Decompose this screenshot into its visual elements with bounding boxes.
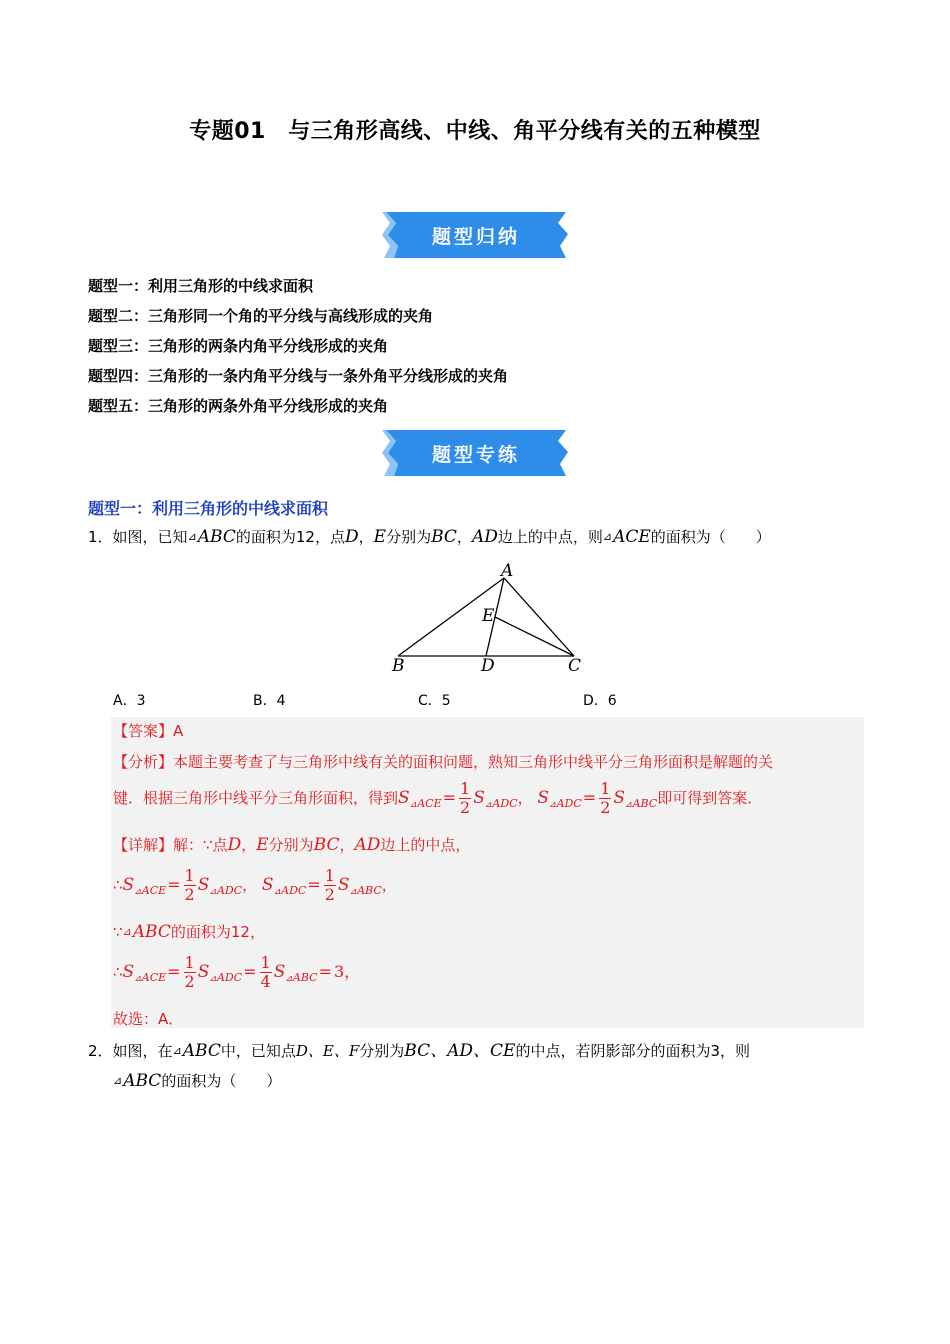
- because-symbol: ∵: [113, 923, 123, 941]
- q-number: 12: [295, 528, 315, 546]
- math-var: ABC: [632, 797, 658, 810]
- triangle-symbol-icon: ⊿: [113, 1074, 123, 1087]
- answer-value: A: [173, 722, 184, 740]
- math-var: ADC: [281, 884, 307, 897]
- fraction-quarter: [260, 954, 272, 991]
- separator: ，: [381, 876, 397, 894]
- equals-sign: =: [167, 875, 181, 894]
- section-heading: 题型一：利用三角形的中线求面积: [88, 499, 329, 518]
- math-subscript: [209, 971, 242, 984]
- triangle-abc: [123, 922, 171, 942]
- q-text: ，则: [720, 1042, 751, 1060]
- triangle-symbol-icon: ⊿: [349, 887, 358, 897]
- side-ac: [504, 578, 574, 656]
- denominator: 2: [600, 798, 611, 817]
- math-var: BC: [431, 527, 457, 547]
- math-var: D、E、F: [295, 1042, 360, 1060]
- detail-text: 边上的中点，: [380, 836, 471, 854]
- fraction-half: [184, 954, 196, 991]
- triangle-symbol-icon: ⊿: [602, 530, 613, 543]
- banner-label: 题型归纳: [431, 225, 520, 248]
- detail-text: 的面积为12，: [170, 923, 265, 941]
- type-item-4: 题型四：三角形的一条内角平分线与一条外角平分线形成的夹角: [88, 367, 509, 385]
- math-var: ACE: [613, 527, 651, 547]
- math-var: ACE: [417, 797, 442, 810]
- triangle-abc: [188, 527, 236, 547]
- math-var: E: [256, 835, 269, 855]
- math-var: ABC: [123, 1071, 162, 1091]
- triangle-symbol-icon: ⊿: [209, 887, 217, 897]
- separator: ，: [242, 876, 258, 894]
- math-var: ACE: [141, 971, 167, 984]
- math-var: AD: [354, 835, 381, 855]
- math-var: ABC: [292, 971, 318, 984]
- math-subscript: [134, 884, 166, 897]
- triangle-symbol-icon: ⊿: [549, 800, 557, 810]
- q-text: 的面积为（ ）: [650, 528, 771, 546]
- math-var: ADC: [492, 797, 518, 810]
- page-title: 专题01 与三角形高线、中线、角平分线有关的五种模型: [189, 119, 761, 144]
- triangle-abc: [173, 1041, 221, 1061]
- triangle-symbol-icon: ⊿: [187, 530, 197, 543]
- separator: ，: [339, 836, 355, 854]
- math-var: ABC: [182, 1041, 221, 1061]
- equals-sign: =: [318, 962, 332, 981]
- q-text: 边上的中点，则: [497, 528, 603, 546]
- fraction-half: [324, 867, 336, 904]
- fraction-half: [184, 867, 196, 904]
- question-2-line-2: [113, 1069, 281, 1093]
- math-subscript: [274, 884, 307, 897]
- triangle-abc: [113, 1071, 161, 1091]
- math-var: ADC: [216, 971, 243, 984]
- denominator: 2: [324, 885, 335, 904]
- math-var: S: [473, 788, 485, 808]
- math-subscript: [350, 884, 382, 897]
- numerator: 1: [460, 779, 471, 798]
- q-text: 中，已知点: [220, 1042, 296, 1060]
- therefore-symbol: ∴: [113, 963, 123, 981]
- q-text: 的面积为（ ）: [161, 1072, 282, 1090]
- detail-label: 【详解】: [113, 836, 174, 854]
- analysis-text: 本题主要考查了与三角形中线有关的面积问题，熟知三角形中线平分三角形面积是解题的关: [173, 753, 774, 771]
- denominator: 2: [184, 972, 195, 991]
- math-var: D: [345, 527, 359, 547]
- option-a: A．3: [113, 693, 146, 709]
- separator: ，: [241, 836, 257, 854]
- math-var: ABC: [357, 884, 382, 897]
- label-b: B: [392, 656, 405, 676]
- math-var: ABC: [197, 527, 236, 547]
- triangle-symbol-icon: ⊿: [285, 974, 293, 984]
- numerator: 1: [600, 779, 611, 798]
- detail-text: 分别为: [268, 836, 314, 854]
- math-var: AD: [471, 527, 498, 547]
- math-var: D: [227, 835, 242, 855]
- math-var: ADC: [556, 797, 582, 810]
- fraction-half: [459, 780, 471, 817]
- equals-sign: =: [442, 788, 457, 807]
- banner-practice: [380, 428, 572, 478]
- triangle-symbol-icon: ⊿: [122, 925, 132, 938]
- q-text: 的中点，若阴影部分的面积为: [515, 1042, 711, 1060]
- math-var: S: [122, 962, 135, 982]
- numerator: 1: [324, 866, 335, 885]
- triangle-symbol-icon: ⊿: [484, 800, 493, 810]
- q-text: 如图，已知: [112, 528, 188, 546]
- answer-label: 【答案】: [113, 722, 174, 740]
- math-subscript: [410, 797, 442, 810]
- label-d: D: [481, 656, 495, 676]
- analysis-line-1: [113, 751, 773, 773]
- type-item-3: 题型三：三角形的两条内角平分线形成的夹角: [88, 337, 389, 355]
- triangle-symbol-icon: ⊿: [134, 887, 142, 897]
- math-var: S: [273, 962, 286, 982]
- math-var: E: [373, 527, 387, 547]
- math-var: S: [261, 875, 274, 895]
- detail-line-2: [113, 867, 397, 904]
- banner-type-summary: [380, 210, 572, 260]
- math-var: S: [537, 788, 550, 808]
- numerator: 1: [184, 953, 195, 972]
- question-number: 2．: [88, 1042, 113, 1060]
- q-text: 分别为: [359, 1042, 405, 1060]
- denominator: 2: [460, 798, 471, 817]
- detail-text: 解：∵点: [173, 836, 228, 854]
- type-item-5: 题型五：三角形的两条外角平分线形成的夹角: [88, 397, 389, 415]
- math-subscript: [285, 971, 317, 984]
- analysis-line-2: [113, 780, 762, 817]
- option-b: B．4: [253, 693, 286, 709]
- math-var: ABC: [132, 922, 171, 942]
- math-subscript: [209, 884, 242, 897]
- math-var: ADC: [216, 884, 243, 897]
- numerator: 1: [184, 866, 195, 885]
- math-var: BC、AD、CE: [404, 1041, 516, 1061]
- triangle-symbol-icon: ⊿: [625, 800, 633, 810]
- math-var: ACE: [141, 884, 167, 897]
- triangle-symbol-icon: ⊿: [273, 887, 282, 897]
- q-number: 3: [710, 1042, 720, 1060]
- numerator: 1: [260, 953, 271, 972]
- triangle-symbol-icon: ⊿: [409, 800, 418, 810]
- detail-line-4: [113, 954, 361, 991]
- q-text: ，: [456, 528, 472, 546]
- detail-line-3: [113, 921, 265, 943]
- label-a: A: [501, 561, 514, 581]
- label-c: C: [568, 656, 582, 676]
- q-text: ，点: [314, 528, 345, 546]
- math-var: S: [398, 788, 410, 808]
- math-subscript: [485, 797, 518, 810]
- equals-sign: =: [307, 875, 321, 894]
- equals-sign: =: [243, 962, 257, 981]
- analysis-label: 【分析】: [113, 753, 174, 771]
- option-d: D．6: [583, 693, 617, 709]
- option-c: C．5: [418, 693, 451, 709]
- detail-line-1: [113, 834, 470, 856]
- equals-sign: =: [582, 788, 597, 807]
- math-var: S: [197, 962, 210, 982]
- answer-line: [113, 720, 183, 742]
- q-text: 如图，在: [112, 1042, 173, 1060]
- result-value: 3，: [333, 962, 361, 981]
- math-subscript: [625, 797, 657, 810]
- triangle-ace: [603, 527, 651, 547]
- question-2-line-1: [88, 1039, 750, 1063]
- math-var: S: [613, 788, 626, 808]
- triangle-symbol-icon: ⊿: [172, 1044, 182, 1057]
- equals-sign: =: [167, 962, 181, 981]
- analysis-text: 键．根据三角形中线平分三角形面积，得到: [113, 789, 399, 807]
- fraction-half: [599, 780, 611, 817]
- type-item-1: 题型一：利用三角形的中线求面积: [88, 277, 314, 295]
- label-e: E: [482, 606, 495, 626]
- math-subscript: [134, 971, 166, 984]
- question-number: 1．: [88, 528, 113, 546]
- math-var: S: [337, 875, 350, 895]
- therefore-symbol: ∴: [113, 876, 123, 894]
- denominator: 4: [260, 972, 271, 991]
- triangle-symbol-icon: ⊿: [134, 974, 142, 984]
- q-text: 的面积为: [235, 528, 296, 546]
- math-subscript: [549, 797, 582, 810]
- math-var: S: [197, 875, 210, 895]
- math-var: BC: [313, 835, 340, 855]
- math-var: S: [122, 875, 135, 895]
- q-text: 分别为: [386, 528, 432, 546]
- question-1: [88, 525, 771, 549]
- choose-line: 故选：A．: [113, 1010, 184, 1028]
- denominator: 2: [184, 885, 195, 904]
- analysis-text: 即可得到答案．: [657, 789, 763, 807]
- separator: ，: [517, 789, 533, 807]
- segment-ce: [495, 617, 574, 656]
- type-item-2: 题型二：三角形同一个角的平分线与高线形成的夹角: [88, 307, 434, 325]
- triangle-figure: [380, 558, 600, 680]
- q-text: ，: [358, 528, 374, 546]
- triangle-symbol-icon: ⊿: [209, 974, 217, 984]
- banner-label: 题型专练: [431, 443, 520, 466]
